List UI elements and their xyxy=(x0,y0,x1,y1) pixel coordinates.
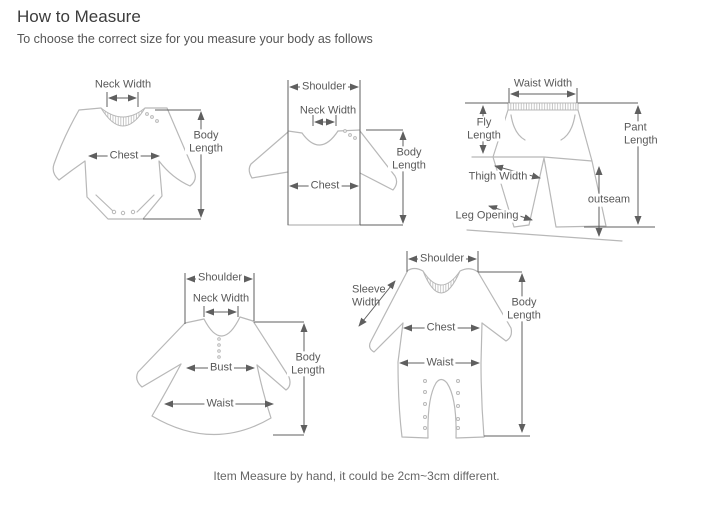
romper-snap xyxy=(457,427,460,430)
romper-shoulder-lines xyxy=(407,269,478,273)
tshirt-left-sleeve xyxy=(249,132,288,178)
tshirt-button xyxy=(344,130,347,133)
page-title: How to Measure xyxy=(17,7,141,26)
bodysuit-shoulder-button xyxy=(146,113,149,116)
tshirt-button xyxy=(354,137,357,140)
romper-snap xyxy=(424,403,427,406)
label-pants-waist-width: Waist Width xyxy=(513,77,573,90)
romper-snap xyxy=(457,392,460,395)
bodysuit-collar xyxy=(101,108,145,126)
bodysuit-snap xyxy=(112,210,115,213)
label-dress-neck-width: Neck Width xyxy=(192,292,250,305)
tshirt-shoulder-lines xyxy=(288,130,360,133)
shoulder-bracket-lines xyxy=(288,80,360,225)
label-dress-body-length: Body Length xyxy=(287,351,329,376)
tshirt-measure-arrows xyxy=(288,80,403,225)
label-dress-shoulder: Shoulder xyxy=(197,271,243,284)
label-romper-chest: Chest xyxy=(426,321,456,334)
label-tshirt-shoulder: Shoulder xyxy=(301,80,347,93)
romper-garment-drawing xyxy=(370,269,512,439)
label-pants-fly-length: Fly Length xyxy=(463,116,505,141)
bodysuit-shoulder-button xyxy=(156,120,159,123)
label-pants-leg-opening: Leg Opening xyxy=(455,209,519,222)
label-tshirt-body-length: Body Length xyxy=(388,146,430,171)
dress-placket-button xyxy=(218,350,221,353)
romper-leg-gap xyxy=(428,380,484,439)
label-pants-thigh-width: Thigh Width xyxy=(468,170,528,183)
romper-collar xyxy=(423,271,460,293)
label-bodysuit-body-length: Body Length xyxy=(185,129,227,154)
romper-snap xyxy=(424,380,427,383)
label-bodysuit-chest: Chest xyxy=(109,149,139,162)
neck-width-ticks xyxy=(107,92,138,107)
label-dress-waist: Waist xyxy=(206,397,234,410)
body-length-ticks xyxy=(254,322,304,435)
bodysuit-shoulder-button xyxy=(151,116,154,119)
romper-snap xyxy=(424,416,427,419)
dress-right-sleeve xyxy=(253,321,290,390)
page-subtitle: To choose the correct size for you measure your body as follows xyxy=(17,32,373,46)
pants-pockets xyxy=(511,115,575,140)
label-pants-outseam: outseam xyxy=(587,193,631,206)
label-bodysuit-neck-width: Neck Width xyxy=(94,78,152,91)
tshirt-button xyxy=(349,134,352,137)
measurement-note: Item Measure by hand, it could be 2cm~3cm different. xyxy=(213,469,500,483)
romper-snap xyxy=(424,427,427,430)
dress-placket-button xyxy=(218,356,221,359)
bodysuit-garment-drawing xyxy=(53,108,195,219)
label-romper-sleeve-width: Sleeve Width xyxy=(352,283,386,308)
romper-diagram xyxy=(359,251,530,438)
label-tshirt-chest: Chest xyxy=(310,179,340,192)
dress-left-sleeve xyxy=(137,323,185,387)
label-romper-body-length: Body Length xyxy=(503,296,545,321)
label-tshirt-neck-width: Neck Width xyxy=(299,104,357,117)
tshirt-diagram xyxy=(249,80,403,225)
body-length-ticks xyxy=(143,110,201,219)
tshirt-collar xyxy=(302,131,338,145)
romper-snap xyxy=(457,418,460,421)
romper-snap xyxy=(424,391,427,394)
bodysuit-snap xyxy=(121,211,124,214)
pants-waistband xyxy=(508,103,578,110)
dress-collar xyxy=(204,317,240,336)
dress-placket-button xyxy=(218,344,221,347)
romper-body-right xyxy=(481,323,484,437)
label-dress-bust: Bust xyxy=(209,361,233,374)
dress-garment-drawing xyxy=(137,317,290,435)
dress-placket-button xyxy=(218,338,221,341)
dress-shoulder-lines xyxy=(185,317,253,323)
bodysuit-leg-flaps xyxy=(96,195,154,212)
body-length-ticks xyxy=(360,130,403,225)
bodysuit-snap xyxy=(131,210,134,213)
romper-snap xyxy=(457,380,460,383)
label-pants-pant-length: Pant Length xyxy=(622,121,664,146)
tshirt-garment-drawing xyxy=(249,130,396,225)
romper-snap xyxy=(457,405,460,408)
label-romper-waist: Waist xyxy=(426,356,454,369)
romper-measure-arrows xyxy=(359,251,530,436)
label-romper-shoulder: Shoulder xyxy=(419,252,465,265)
